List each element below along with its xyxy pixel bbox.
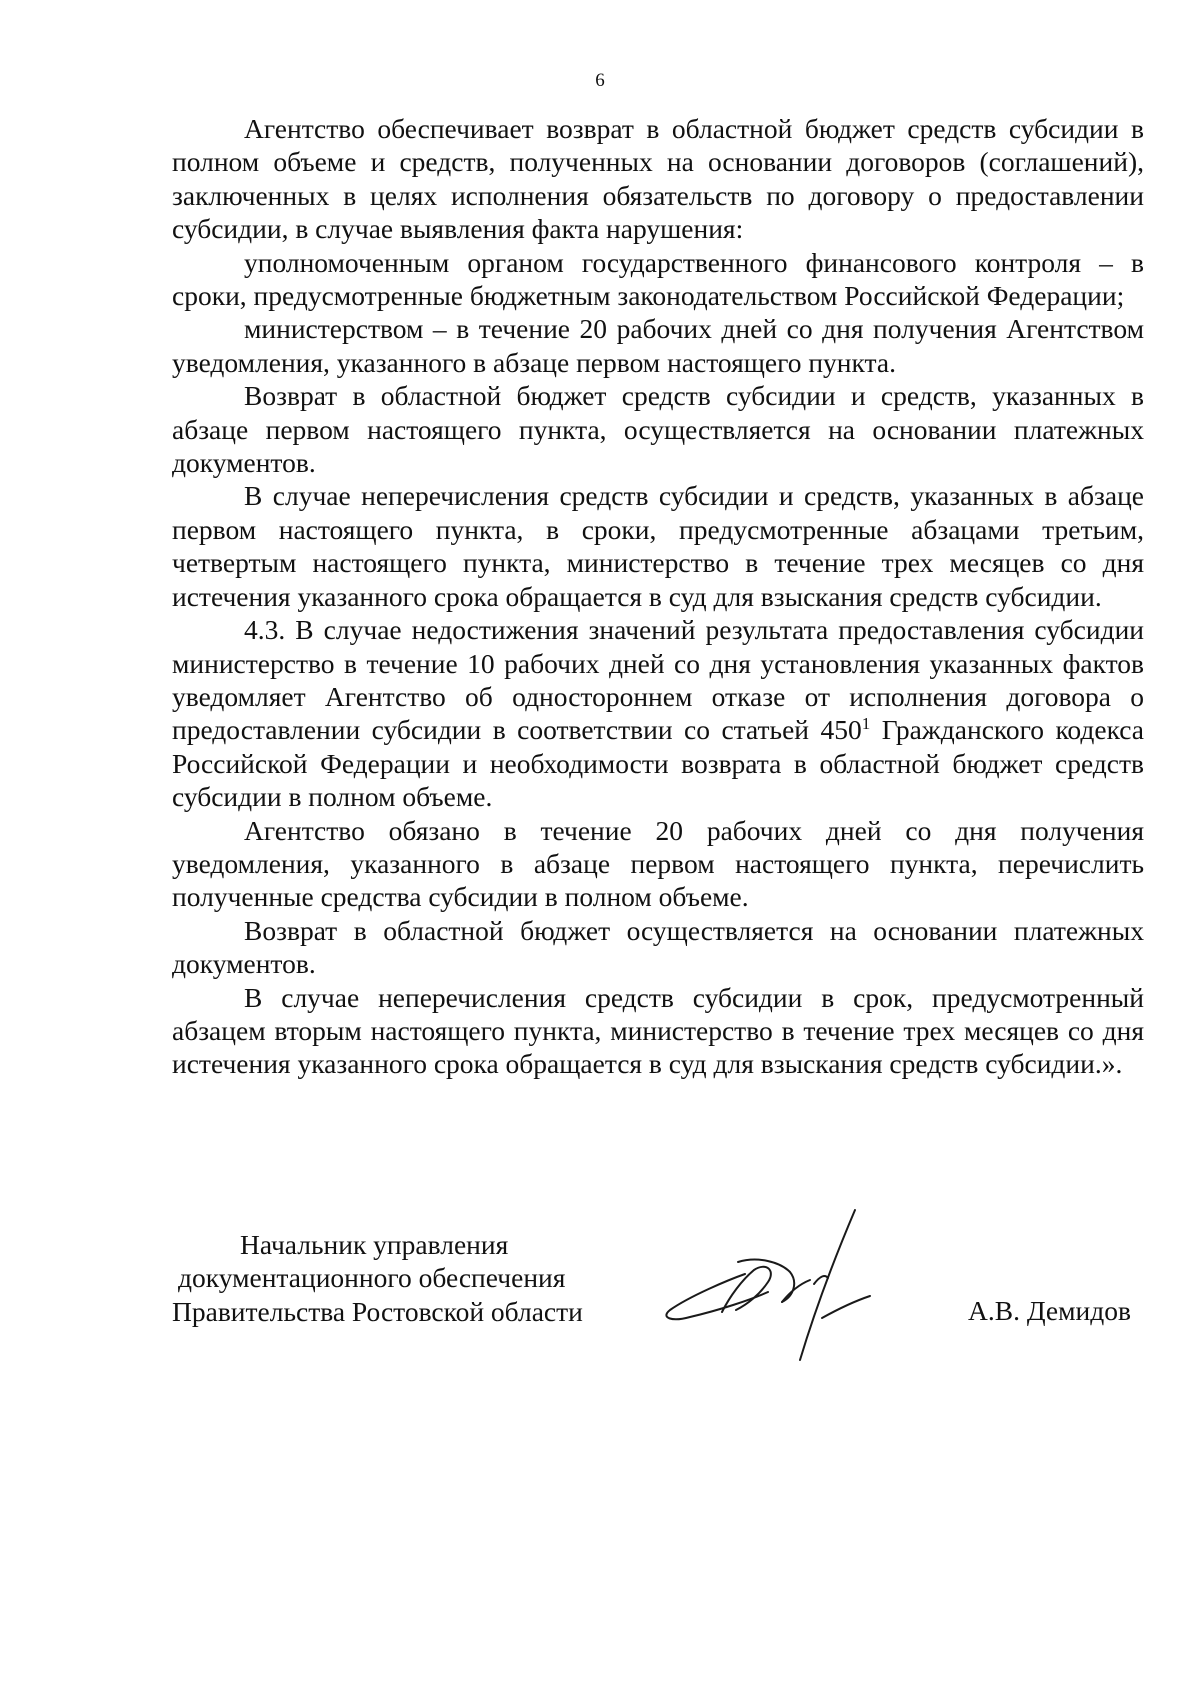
paragraph-6-text-before: 4.3. В случае недостижения значений результата предоставления субсидии министерство в течение 10 рабочих дней со дня установления указанных фактов уведомляет Агентство об одностороннем отказе от исполнения договора о предоставлении субсидии в соответствии со статьей 450 [172,614,1144,746]
signatory-title-line-3: Правительства Ростовской области [172,1295,583,1327]
signatory-title-line-1: Начальник управления [240,1229,509,1260]
handwritten-signature [650,1200,920,1380]
paragraph-6 [172,613,1144,813]
paragraph-4: Возврат в областной бюджет средств субсидии и средств, указанных в абзаце первом настоящего пункта, осуществляется на основании платежных документов. [172,380,1144,479]
paragraph-6-superscript: 1 [861,714,871,734]
page-number: 6 [595,70,605,91]
paragraph-5: В случае неперечисления средств субсидии и средств, указанных в абзаце первом настоящего пункта, в сроки, предусмотренные абзацами третьим, четвертым настоящего пункта, министерство в течение трех месяцев со дня истечения указанного срока обращается в суд для взыскания средств субсидии. [172,480,1144,612]
signatory-name: А.В. Демидов [968,1295,1131,1326]
paragraph-8: Возврат в областной бюджет осуществляется на основании платежных документов. [172,914,1144,980]
signatory-title [172,1228,583,1328]
paragraph-7: Агентство обязано в течение 20 рабочих дней со дня получения уведомления, указанного в абзаце первом настоящего пункта, перечислить полученные средства субсидии в полном объеме. [172,814,1144,913]
paragraph-3: министерством – в течение 20 рабочих дней со дня получения Агентством уведомления, указанного в абзаце первом настоящего пункта. [172,313,1144,378]
paragraph-1: Агентство обеспечивает возврат в областной бюджет средств субсидии в полном объеме и средств, полученных на основании договоров (соглашений), заключенных в целях исполнения обязательств по договору о предоставлении субсидии, в случае выявления факта нарушения: [172,113,1144,245]
signatory-title-line-2: документационного обеспечения [178,1262,566,1294]
paragraph-2: уполномоченным органом государственного финансового контроля – в сроки, предусмотренные бюджетным законодательством Российской Федерации; [172,246,1144,312]
paragraph-6-text-after: Гражданского кодекса Российской Федерации и необходимости возврата в областной бюджет средств субсидии в полном объеме. [172,714,1145,813]
paragraph-9: В случае неперечисления средств субсидии в срок, предусмотренный абзацем вторым настоящего пункта, министерство в течение трех месяцев со дня истечения указанного срока обращается в суд для взыскания средств субсидии.». [172,981,1144,1080]
document-body [172,112,1144,1081]
